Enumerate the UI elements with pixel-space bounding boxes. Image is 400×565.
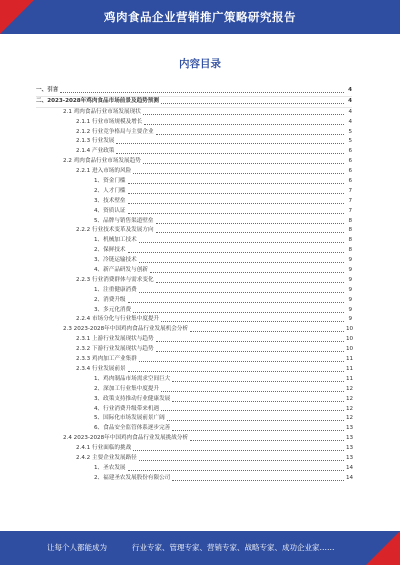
toc-entry[interactable] [36, 424, 352, 434]
toc-entry[interactable] [36, 197, 352, 207]
toc-entry[interactable] [36, 137, 352, 147]
toc-page-number: 8 [348, 217, 352, 224]
toc-leader-dots [190, 440, 344, 441]
toc-leader-dots [128, 183, 344, 184]
report-title: 鸡肉食品企业营销推广策略研究报告 [104, 10, 296, 24]
toc-entry[interactable] [36, 226, 352, 236]
toc-page-number: 9 [348, 316, 352, 323]
toc-entry[interactable] [36, 118, 352, 128]
toc-entry-label: 3、政策支持推动行业健康发展 [94, 395, 171, 402]
toc-page-number: 4 [348, 97, 352, 104]
toc-page-number: 11 [346, 375, 354, 382]
toc-entry[interactable] [36, 217, 352, 227]
toc-entry-label: 4、行业消费升级带来机遇 [94, 405, 160, 412]
toc-leader-dots [172, 480, 344, 481]
toc-entry-label: 2.1.4 产业政策 [76, 148, 115, 155]
toc-entry[interactable] [36, 177, 352, 187]
toc-entry[interactable] [36, 434, 352, 444]
toc-entry-label: 4、新产品研发与创新 [94, 267, 148, 274]
toc-entry[interactable] [36, 414, 352, 424]
toc-leader-dots [116, 143, 344, 144]
toc-page-number: 7 [348, 187, 352, 194]
toc-page-number: 6 [348, 158, 352, 165]
toc-leader-dots [139, 262, 344, 263]
toc-leader-dots [156, 232, 344, 233]
toc-leader-dots [144, 124, 344, 125]
toc-leader-dots [156, 282, 344, 283]
toc-leader-dots [156, 223, 345, 224]
toc-entry-label: 2.1 鸡肉食品行业市场发展现状 [63, 108, 141, 115]
toc-entry[interactable] [36, 97, 352, 108]
toc-entry-label: 1、资金门槛 [94, 178, 126, 185]
toc-page-number: 9 [348, 306, 352, 313]
toc-leader-dots [139, 361, 344, 362]
toc-page-number: 12 [346, 405, 354, 412]
toc-page-number: 9 [348, 276, 352, 283]
toc-leader-dots [128, 470, 344, 471]
toc-entry[interactable] [36, 365, 352, 375]
footer-slogan-left: 让每个人都能成为 [47, 543, 107, 552]
toc-page-number: 12 [346, 395, 354, 402]
toc-leader-dots [161, 321, 344, 322]
toc-leader-dots [161, 391, 344, 392]
toc-leader-dots [156, 351, 344, 352]
toc-page-number: 8 [348, 237, 352, 244]
toc-leader-dots [128, 252, 344, 253]
toc-leader-dots [133, 312, 344, 313]
toc-leader-dots [128, 203, 344, 204]
toc-page-number: 13 [346, 454, 354, 461]
toc-leader-dots [161, 410, 344, 411]
toc-entry[interactable] [36, 256, 352, 266]
toc-page-number: 12 [346, 385, 354, 392]
toc-entry[interactable] [36, 236, 352, 246]
toc-leader-dots [167, 420, 344, 421]
toc-entry-label: 2.3.3 鸡肉加工产业集群 [76, 356, 137, 363]
toc-entry[interactable] [36, 405, 352, 415]
toc-entry-label: 2.2.2 行业技术变革及发展方向 [76, 227, 154, 234]
toc-heading: 内容目录 [179, 58, 221, 70]
toc-page-number: 6 [348, 148, 352, 155]
toc-entry-label: 2.1.3 行业发展 [76, 138, 115, 145]
toc-entry-label: 2.3.4 行业发展前景 [76, 365, 126, 372]
toc-page-number: 9 [348, 257, 352, 264]
toc-entry[interactable] [36, 157, 352, 167]
toc-leader-dots [172, 401, 344, 402]
toc-entry[interactable] [36, 108, 352, 118]
toc-leader-dots [190, 331, 344, 332]
toc-page-number: 11 [346, 356, 354, 363]
toc-leader-dots [128, 213, 344, 214]
toc-entry[interactable] [36, 474, 352, 484]
toc-leader-dots [128, 193, 344, 194]
toc-leader-dots [133, 450, 344, 451]
toc-entry-label: 1、鸡肉制品市场需求空间巨大 [94, 375, 171, 382]
toc-entry[interactable] [36, 454, 352, 464]
toc-entry[interactable] [36, 375, 352, 385]
toc-entry[interactable] [36, 325, 352, 335]
toc-entry[interactable] [36, 266, 352, 276]
toc-entry-label: 2.1.2 行业竞争格局与主要企业 [76, 128, 154, 135]
toc-entry-label: 2、消费升级 [94, 296, 126, 303]
toc-entry-label: 6、食品安全监管体系逐步完善 [94, 425, 171, 432]
toc-page-number: 6 [348, 178, 352, 185]
toc-entry[interactable] [36, 335, 352, 345]
header-bar [0, 0, 400, 34]
toc-entry-label: 5、品牌与销售渠道壁垒 [94, 217, 154, 224]
toc-page-number: 8 [348, 227, 352, 234]
toc-entry-label: 2.2.4 市场分化与行业集中度提升 [76, 316, 160, 323]
toc-page-number: 10 [346, 326, 354, 333]
toc-page-number: 9 [348, 296, 352, 303]
toc-page-number: 5 [348, 138, 352, 145]
toc-page-number: 13 [346, 425, 354, 432]
toc-entry[interactable] [36, 276, 352, 286]
toc-entry[interactable] [36, 385, 352, 395]
toc-page-number: 4 [348, 118, 352, 125]
toc-page-number: 8 [348, 247, 352, 254]
toc-page-number: 4 [348, 108, 352, 115]
toc-leader-dots [133, 173, 344, 174]
toc-entry-label: 3、技术壁垒 [94, 197, 126, 204]
toc-entry[interactable] [36, 86, 352, 97]
toc-entry-label: 2、福建圣农发展股份有限公司 [94, 474, 171, 481]
toc-entry[interactable] [36, 315, 352, 325]
toc-entry-label: 2.4.1 行业面临的挑战 [76, 445, 132, 452]
toc-entry-label: 2.2.1 进入市场的风险 [76, 168, 132, 175]
toc-entry-label: 2、保鲜技术 [94, 247, 126, 254]
toc-page-number: 9 [348, 286, 352, 293]
toc-page-number: 9 [348, 267, 352, 274]
footer-bar [0, 531, 400, 565]
toc-page-number: 5 [348, 128, 352, 135]
toc-entry-label: 3、多元化消费 [94, 306, 132, 313]
toc-entry[interactable] [36, 207, 352, 217]
toc-entry-label: 2.2.3 行业消费群体与需求变化 [76, 276, 154, 283]
toc-entry[interactable] [36, 167, 352, 177]
toc-entry-label: 1、圣农发展 [94, 464, 126, 471]
toc-leader-dots [172, 381, 344, 382]
toc-leader-dots [156, 134, 344, 135]
toc-entry-label: 2.2 鸡肉食品行业市场发展趋势 [63, 158, 141, 165]
toc-leader-dots [172, 430, 344, 431]
toc-entry[interactable] [36, 355, 352, 365]
footer-slogan-right: 行业专家、管理专家、营销专家、战略专家、成功企业家…… [132, 543, 335, 552]
toc-page-number: 11 [346, 365, 354, 372]
toc-entry-label: 2.1.1 行业市场规模及增长 [76, 118, 143, 125]
toc-entry-label: 1、机械加工技术 [94, 237, 137, 244]
toc-leader-dots [150, 272, 344, 273]
toc-entry-label: 5、国际化市场发展前景广阔 [94, 415, 165, 422]
toc-leader-dots [128, 371, 344, 372]
toc-leader-dots [128, 302, 344, 303]
toc-page-number: 10 [346, 336, 354, 343]
toc-page-number: 14 [346, 464, 354, 471]
toc-leader-dots [139, 460, 344, 461]
toc-entry[interactable] [36, 296, 352, 306]
toc-entry-label: 一、引言 [36, 87, 59, 93]
toc-page-number: 4 [348, 87, 352, 93]
toc-entry-label: 2.4.2 主要企业发展路径 [76, 454, 137, 461]
toc-page-number: 13 [346, 445, 354, 452]
toc-page-number: 7 [348, 207, 352, 214]
toc-entry-label: 2.3 2023-2028年中国鸡肉食品行业发展机会分析 [63, 326, 189, 333]
toc-page-number: 10 [346, 346, 354, 353]
toc-leader-dots [139, 292, 344, 293]
toc-leader-dots [60, 92, 344, 93]
toc-entry-label: 4、资质认证 [94, 207, 126, 214]
toc-entry-label: 2.3.2 下游行业发展现状与趋势 [76, 346, 154, 353]
toc-leader-dots [143, 114, 344, 115]
toc-entry-label: 2、人才门槛 [94, 187, 126, 194]
toc-entry-label: 2.3.1 上游行业发展现状与趋势 [76, 336, 154, 343]
toc-entry-label: 1、注重健康消费 [94, 286, 137, 293]
toc-page-number: 13 [346, 435, 354, 442]
toc-entry[interactable] [36, 395, 352, 405]
toc-entry[interactable] [36, 128, 352, 138]
toc-entry-label: 2.4 2023-2028年中国鸡肉食品行业发展挑战分析 [63, 435, 189, 442]
toc-page-number: 6 [348, 168, 352, 175]
toc-page-number: 12 [346, 415, 354, 422]
toc-page-number: 7 [348, 197, 352, 204]
toc-entry[interactable] [36, 464, 352, 474]
toc-entry[interactable] [36, 306, 352, 316]
toc-entry[interactable] [36, 345, 352, 355]
toc-leader-dots [156, 341, 344, 342]
toc-page-number: 14 [346, 474, 354, 481]
toc-leader-dots [139, 242, 344, 243]
toc-entry[interactable] [36, 444, 352, 454]
toc-leader-dots [143, 163, 344, 164]
table-of-contents [36, 86, 352, 484]
toc-entry-label: 二、2023-2028年鸡肉食品市场前景及趋势预测 [36, 97, 159, 104]
toc-leader-dots [116, 153, 344, 154]
toc-entry[interactable] [36, 246, 352, 256]
toc-entry[interactable] [36, 286, 352, 296]
toc-leader-dots [161, 103, 344, 104]
toc-entry[interactable] [36, 147, 352, 157]
toc-entry-label: 2、深加工行业集中度提升 [94, 385, 160, 392]
toc-entry[interactable] [36, 187, 352, 197]
toc-entry-label: 3、冷链运输技术 [94, 257, 137, 264]
footer-accent-triangle [366, 531, 400, 565]
